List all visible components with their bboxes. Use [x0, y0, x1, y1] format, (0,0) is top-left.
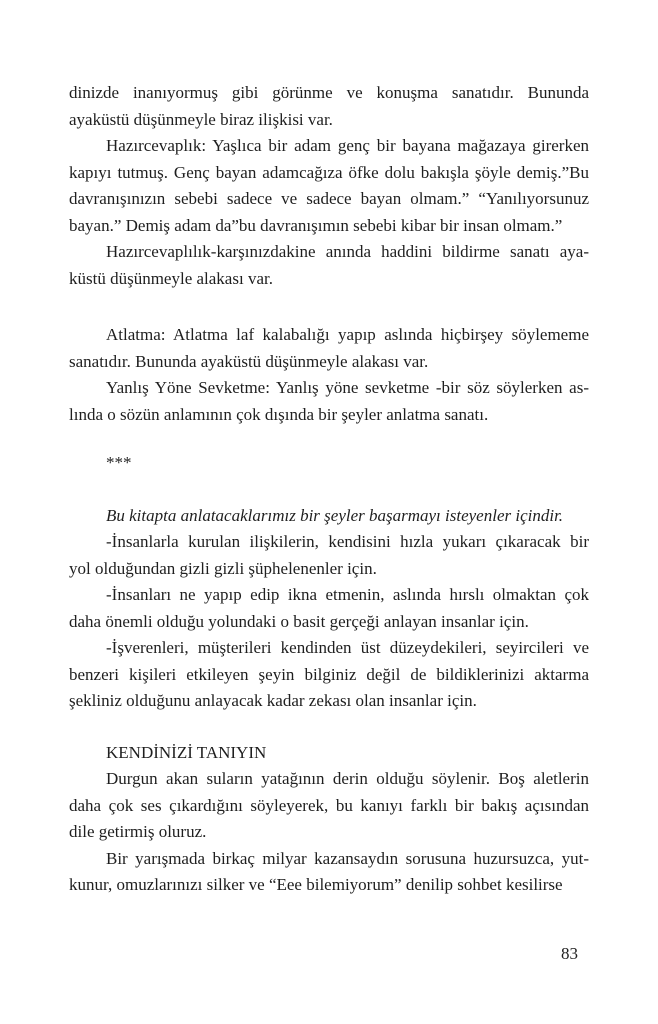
text-line: Bu kitapta anlatacaklarımız bir şeyler başarmayı isteyenler içindir. — [106, 505, 564, 525]
text-line: lında o sözün anlamının çok dışında bir şeyler anlatma sanatı. — [69, 404, 489, 424]
text-line: sanatıdır. Bununda ayaküstü düşünmeyle alakası var. — [69, 351, 429, 371]
paragraph — [69, 322, 589, 375]
text-line: küstü düşünmeyle alakası var. — [69, 268, 273, 288]
text-line: Bir yarışmada birkaç milyar kazansaydın sorusuna huzursuzca, yut- — [106, 848, 589, 868]
page-number: 83 — [561, 943, 578, 963]
text-line: -İşverenleri, müşterileri kendinden üst düzeydekileri, seyircileri ve — [106, 638, 589, 657]
text-line: davranışınızın sebebi sadece ve sadece bayan olmam.” “Yanılıyorsunuz — [69, 189, 589, 208]
paragraph — [69, 239, 589, 292]
section-heading: KENDİNİZİ TANIYIN — [106, 742, 267, 762]
paragraph — [69, 133, 589, 239]
text-column — [69, 80, 589, 967]
text-line: daha çok ses çıkardığını söyleyerek, bu kanıyı farklı bir bakış açısından — [69, 795, 589, 815]
paragraph — [69, 80, 589, 133]
paragraph — [69, 529, 589, 582]
text-line: Yanlış Yöne Sevketme: Yanlış yöne sevketme -bir söz söylerken as- — [106, 378, 589, 397]
text-line: Hazırcevaplık: Yaşlıca bir adam genç bir bayana mağazaya girerken — [106, 136, 589, 155]
paragraph — [69, 766, 589, 846]
text-line: dinizde inanıyormuş gibi görünme ve konuşma sanatıdır. Bununda — [69, 83, 589, 102]
text-line: kunur, omuzlarınızı silker ve “Eee bilemiyorum” denilip sohbet kesilirse — [69, 875, 563, 894]
text-line: daha önemli olduğu yolundaki o basit gerçeği anlayan insanlar için. — [69, 611, 529, 631]
text-line: yol olduğundan gizli gizli şüphelenenler için. — [69, 558, 377, 578]
paragraph — [69, 846, 589, 899]
section-separator: *** — [106, 453, 132, 472]
text-line: Durgun akan suların yatağının derin olduğu söylenir. Boş aletlerin — [106, 769, 589, 788]
text-line: bayan.” Demiş adam da”bu davranışımın sebebi kibar bir insan olmam.” — [69, 215, 563, 235]
paragraph — [69, 635, 589, 715]
text-line: dile getirmiş oluruz. — [69, 822, 207, 841]
text-line: -İnsanları ne yapıp edip ikna etmenin, aslında hırslı olmaktan çok — [106, 585, 589, 604]
text-line: benzeri kişileri etkileyen şeyin bilginiz değil de bildiklerinizi aktarma — [69, 664, 589, 684]
text-line: kapıyı tutmuş. Genç bayan adamcağıza öfke dolu bakışla şöyle demiş.”Bu — [69, 162, 589, 182]
paragraph — [69, 582, 589, 635]
text-line: şekliniz olduğunu anlayacak kadar zekası olan insanlar için. — [69, 691, 477, 710]
paragraph — [69, 503, 589, 530]
text-line: ayaküstü düşünmeyle biraz ilişkisi var. — [69, 109, 333, 129]
text-line: Atlatma: Atlatma laf kalabalığı yapıp aslında hiçbirşey söylememe — [106, 325, 589, 344]
paragraph — [69, 375, 589, 428]
text-line: Hazırcevaplılık-karşınızdakine anında haddini bildirme sanatı aya- — [106, 242, 589, 261]
text-line: -İnsanlarla kurulan ilişkilerin, kendisini hızla yukarı çıkaracak bir — [106, 532, 589, 551]
